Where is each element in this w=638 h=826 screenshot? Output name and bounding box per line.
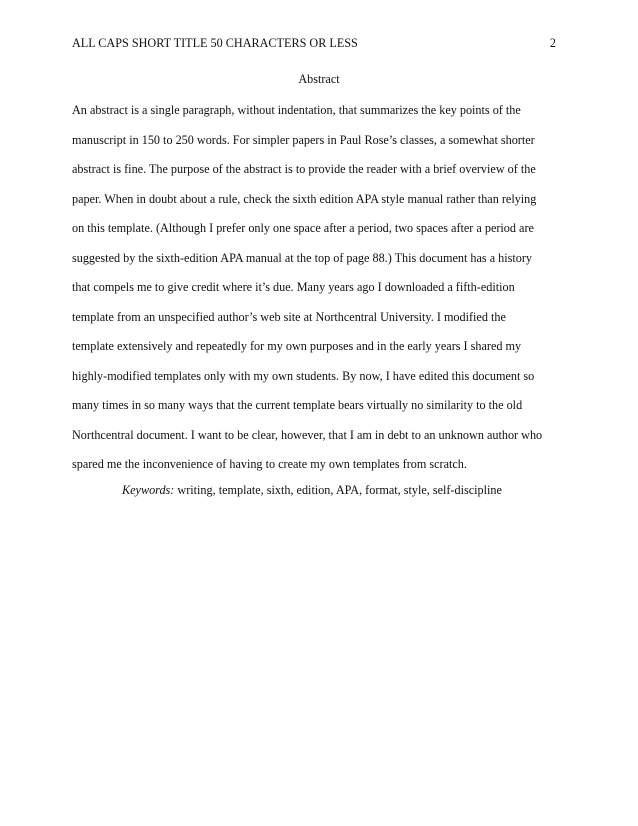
running-head: ALL CAPS SHORT TITLE 50 CHARACTERS OR LESS [72,36,358,50]
abstract-line: suggested by the sixth-edition APA manual at the top of page 88.) This document has a history [72,250,533,265]
abstract-line: template extensively and repeatedly for my own purposes and in the early years I shared my [72,339,522,353]
keywords-text: writing, template, sixth, edition, APA, format, style, self-discipline [177,483,502,497]
keywords-label: Keywords: [122,483,175,497]
abstract-line: abstract is fine. The purpose of the abstract is to provide the reader with a brief overview of the [72,162,536,176]
abstract-line: paper. When in doubt about a rule, check the sixth edition APA style manual rather than relying [72,191,537,206]
abstract-heading: Abstract [298,72,340,86]
abstract-line: Northcentral document. I want to be clear, however, that I am in debt to an unknown author who [72,427,543,442]
abstract-line: manuscript in 150 to 250 words. For simpler papers in Paul Rose’s classes, a somewhat shorter [72,132,535,147]
abstract-line: many times in so many ways that the current template bears virtually no similarity to the old [72,398,523,412]
page-number: 2 [549,36,556,50]
abstract-line: that compels me to give credit where it’s due. Many years ago I downloaded a fifth-edition [72,280,515,294]
abstract-line: spared me the inconvenience of having to create my own templates from scratch. [72,457,467,471]
abstract-line: An abstract is a single paragraph, without indentation, that summarizes the key points of the [72,103,521,117]
abstract-line: on this template. (Although I prefer only one space after a period, two spaces after a period are [72,221,534,235]
abstract-line: template from an unspecified author’s web site at Northcentral University. I modified the [72,309,506,324]
abstract-line: highly-modified templates only with my own students. By now, I have edited this document so [72,368,535,383]
keywords-line [122,483,502,498]
abstract-paragraph [72,103,572,487]
